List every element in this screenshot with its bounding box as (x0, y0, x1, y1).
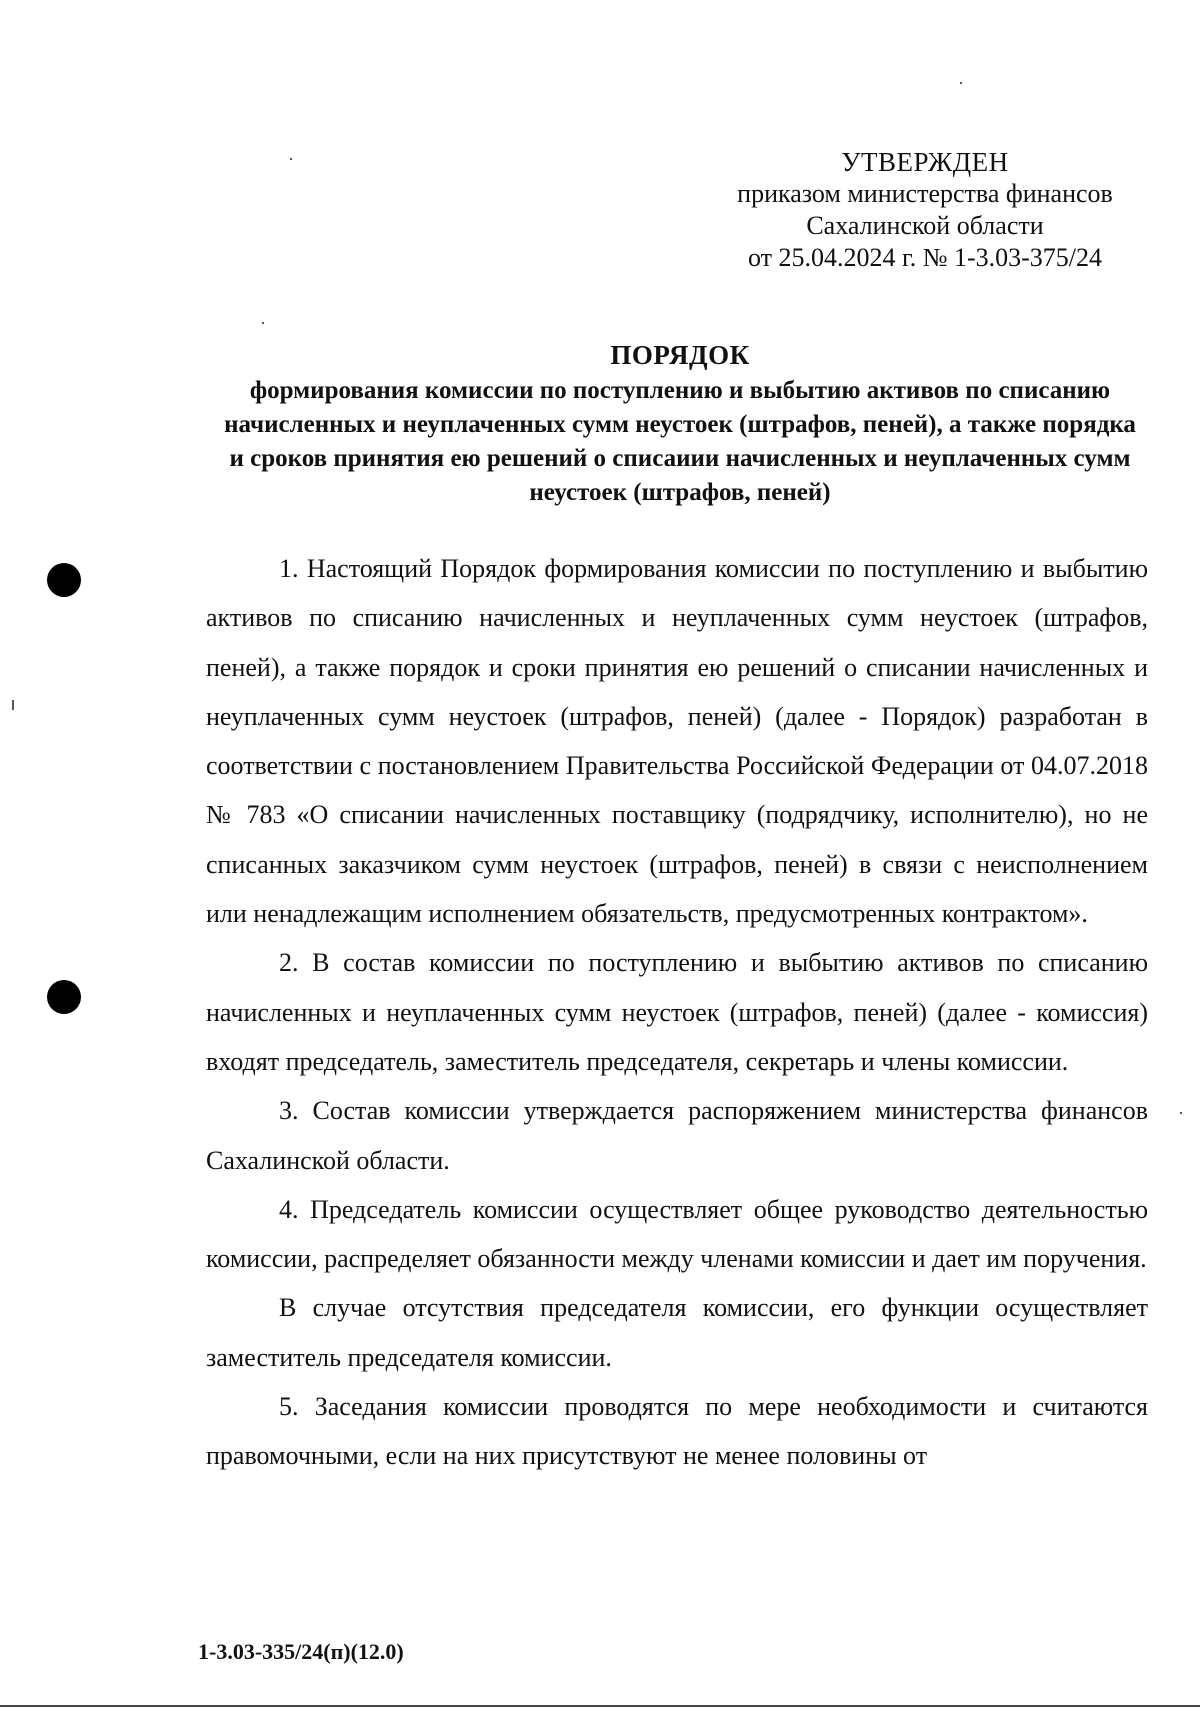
paragraph-4-continuation: В случае отсутствия председателя комиссии, его функции осуществляет заместитель председателя комиссии. (206, 1293, 1148, 1372)
approval-order-line: приказом министерства финансов (737, 179, 1113, 208)
scan-speck (1180, 1112, 1182, 1114)
paragraph-3: 3. Состав комиссии утверждается распоряжением министерства финансов Сахалинской области. (206, 1096, 1148, 1175)
page-bottom-edge (0, 1705, 1200, 1707)
document-title-subtitle: формирования комиссии по поступлению и выбытию активов по списанию начисленных и неуплаченных сумм неустоек (штрафов, пеней), а также порядка и сроков принятия ею решений о списаиии начисленных и неуплаченных сумм неустоек (штрафов, пеней) (224, 377, 1136, 506)
document-title-main: ПОРЯДОК (610, 340, 750, 370)
document-title (220, 336, 1140, 510)
scan-speck (960, 82, 962, 84)
punch-hole-bottom (47, 980, 81, 1014)
footer-document-code: 1-3.03-335/24(п)(12.0) (198, 1639, 404, 1664)
approval-block (690, 146, 1160, 274)
paragraph-5: 5. Заседания комиссии проводятся по мере необходимости и считаются правомочными, если на них присутствуют не менее половины от (206, 1392, 1148, 1471)
paragraph-4: 4. Председатель комиссии осуществляет общее руководство деятельностью комиссии, распределяет обязанности между членами комиссии и дает им поручения. (206, 1194, 1148, 1274)
scan-speck (262, 322, 264, 324)
approval-region-line: Сахалинской области (806, 211, 1044, 240)
scan-speck (12, 700, 14, 710)
punch-hole-top (47, 563, 81, 597)
scan-speck (290, 158, 292, 160)
approval-date-line: от 25.04.2024 г. № 1-3.03-375/24 (747, 243, 1103, 272)
document-body (206, 544, 1148, 1481)
paragraph-2: 2. В состав комиссии по поступлению и выбытию активов по списанию начисленных и неуплаченных сумм неустоек (штрафов, пеней) (далее - комиссия) входят председатель, заместитель председателя, секретарь и члены комиссии. (206, 948, 1148, 1076)
approval-title: УТВЕРЖДЕН (841, 147, 1009, 177)
paragraph-1: 1. Настоящий Порядок формирования комиссии по поступлению и выбытию активов по списанию начисленных и неуплаченных сумм неустоек (штрафов, пеней), а также порядок и сроки принятия ею решений о списании начисленных и неуплаченных сумм неустоек (штрафов, пеней) (далее - Порядок) разработан в соответствии с постановлением Правительства Российской Федерации от 04.07.2018 № 783 «О списании начисленных поставщику (подрядчику, исполнителю), но не списанных заказчиком сумм неустоек (штрафов, пеней) в связи с неисполнением или ненадлежащим исполнением обязательств, предусмотренных контрактом». (206, 554, 1148, 929)
